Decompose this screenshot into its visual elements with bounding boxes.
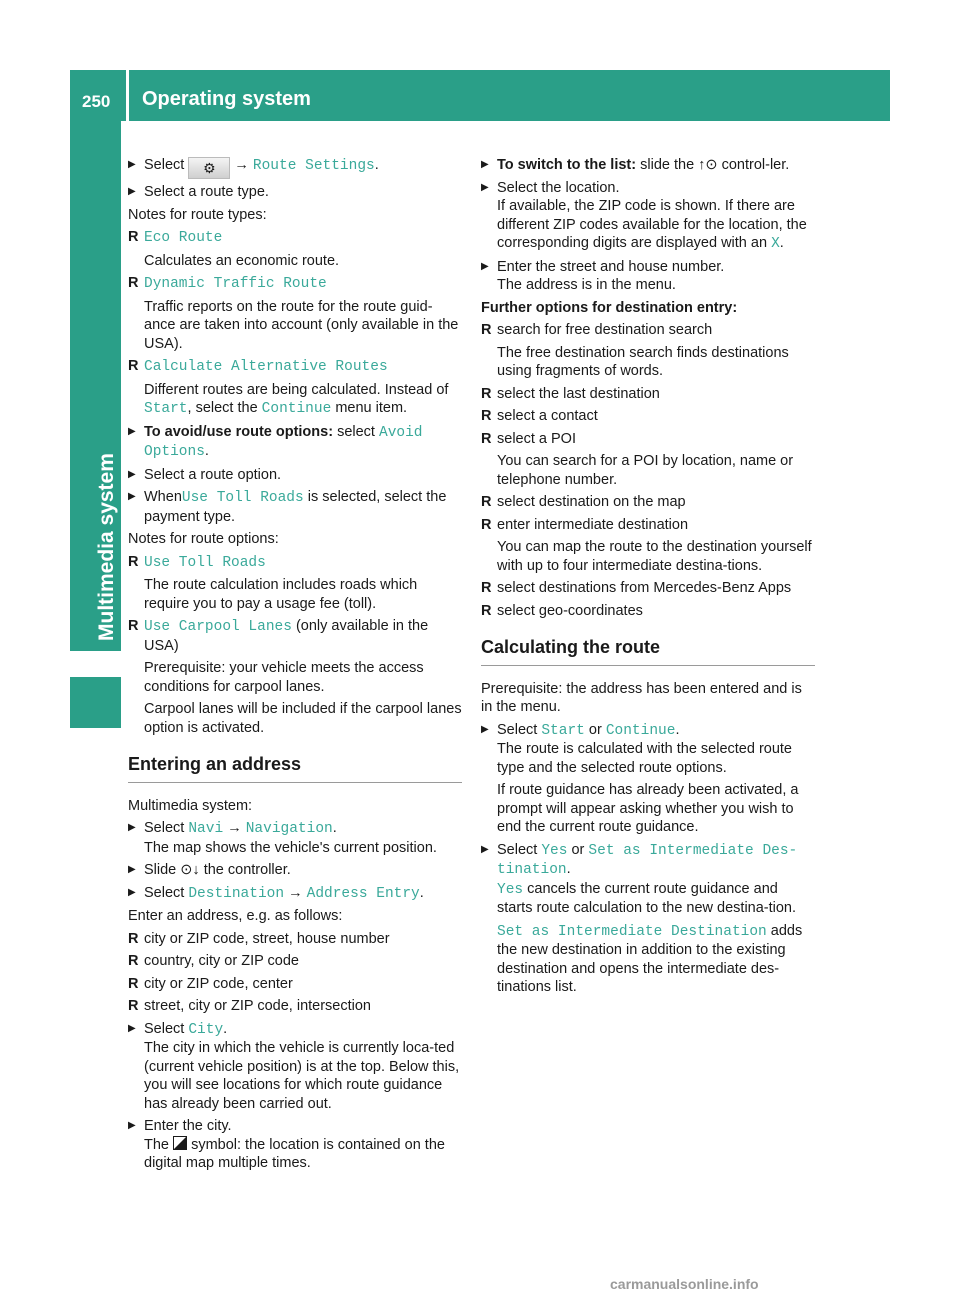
punct: . (374, 157, 379, 173)
bullet: R (128, 953, 139, 969)
step: ▶ Select Navi → Navigation. The map shows the vehicle's current position. (128, 819, 462, 857)
list-item (128, 930, 462, 949)
step-lead: To avoid/use route options: (144, 423, 334, 440)
item-desc: Prerequisite: your vehicle meets the access conditions for carpool lanes. (144, 660, 424, 695)
list-item (128, 228, 462, 248)
text: Select (144, 820, 185, 836)
bullet: R (128, 618, 139, 634)
notes-heading: Notes for route types: (128, 206, 267, 223)
text: The route is calculated with the selected route type and the selected route options. (497, 741, 792, 776)
text: city or ZIP code, street, house number (144, 930, 390, 947)
menu-destination: Destination (188, 885, 285, 902)
section-title: Operating system (142, 88, 311, 110)
menu-start: Start (541, 722, 585, 739)
menu-start: Start (144, 401, 188, 417)
bullet: R (481, 516, 492, 533)
text: or (588, 721, 602, 738)
step: ▶ Select the location. If available, the ZIP code is shown. If there are different ZIP codes available for the location, the corresponding digits are displayed with an X. (481, 179, 815, 254)
bullet: R (481, 580, 492, 596)
bullet: R (481, 494, 492, 510)
section-heading: Calculating the route (481, 638, 815, 666)
text: cancels the current route guidance and starts route calculation to the new destina-tion. (497, 880, 797, 916)
arrow-glyph: → (227, 820, 242, 836)
step (128, 1117, 462, 1173)
step: ▶ Select Start or Continue. The route is calculated with the selected route type and the selected route options. (481, 721, 815, 778)
step (481, 258, 815, 295)
text: select the last destination (497, 385, 660, 402)
step: ▶ Select Destination → Address Entry. (128, 884, 462, 904)
chapter-sidebar (70, 121, 121, 651)
list-item (128, 952, 462, 971)
text: Enter the street and house number. (497, 258, 725, 275)
menu-navigation: Navigation (245, 821, 333, 837)
item-desc: You can map the route to the destination yourself with up to four intermediate destina-tions. (497, 539, 812, 574)
menu-route-settings: Route Settings (252, 158, 375, 174)
bullet: R (128, 358, 139, 374)
page-number: 250 (82, 92, 111, 111)
list-item (128, 617, 462, 655)
bullet: R (481, 385, 492, 402)
notes-heading: Notes for route options: (128, 531, 279, 547)
step: ▶ To avoid/use route options: select Avoid Options. (128, 423, 462, 462)
paragraph: Enter an address, e.g. as follows: (128, 908, 343, 924)
menu-city: City (188, 1021, 224, 1038)
sidebar-gap (70, 651, 121, 677)
text: The (144, 1136, 169, 1153)
arrow-glyph: → (234, 157, 249, 173)
text: If available, the ZIP code is shown. If there are different ZIP codes available for the location, the corresponding digits are displayed with an (497, 198, 807, 251)
menu-use-toll-roads: Use Toll Roads (144, 554, 266, 571)
menu-use-toll-roads: Use Toll Roads (181, 490, 304, 506)
list-item (128, 553, 462, 573)
text: Select (144, 884, 185, 901)
menu-continue: Continue (261, 401, 332, 417)
list-item (481, 321, 815, 340)
menu-set-as-intermediate-destination: Set as Intermediate Destination (497, 923, 767, 940)
text: symbol: the location is contained on the digital map multiple times. (144, 1136, 445, 1171)
list-item (128, 975, 462, 994)
text: The map shows the vehicle's current position. (144, 839, 437, 856)
controller-slide-down-icon: ⊙↓ (180, 862, 200, 878)
bullet: R (128, 275, 139, 291)
item-desc: Calculates an economic route. (144, 252, 340, 269)
menu-x: X (771, 236, 780, 252)
text: city or ZIP code, center (144, 975, 293, 992)
list-item (481, 493, 815, 512)
item-desc (128, 381, 462, 419)
step (481, 156, 815, 175)
list-item (481, 430, 815, 449)
text: , select the (187, 400, 258, 416)
item-desc: You can search for a POI by location, name or telephone number. (497, 453, 794, 488)
menu-dynamic-traffic-route: Dynamic Traffic Route (144, 276, 327, 292)
text: Select the location. (497, 179, 620, 196)
text: the controller. (203, 862, 291, 878)
item-desc: If route guidance has already been activated, a prompt will appear asking whether you wish to end the current route guidance. (497, 782, 799, 835)
menu-calculate-alternative-routes: Calculate Alternative Routes (144, 359, 388, 375)
text: enter intermediate destination (497, 516, 689, 533)
list-item (128, 274, 462, 294)
list-item (481, 407, 815, 426)
menu-navi: Navi (188, 821, 224, 837)
list-item (128, 357, 462, 377)
step (128, 488, 462, 526)
bullet: R (481, 602, 492, 619)
settings-icon: ⚙ (188, 157, 230, 179)
menu-continue: Continue (605, 722, 676, 739)
step-lead: To switch to the list: (497, 157, 637, 173)
text: or (571, 841, 585, 858)
text: search for free destination search (497, 322, 713, 338)
text: slide the ↑⊙ control-ler. (640, 157, 790, 173)
text: adds the new destination in addition to the existing destination and opens the intermediate des-tinations list. (497, 922, 803, 995)
item-desc: The free destination search finds destinations using fragments of words. (497, 344, 789, 379)
menu-set-as-intermediate-destination: Set as Intermediate Des‐tination (497, 842, 798, 878)
text: The city in which the vehicle is currently loca-ted (current vehicle position) is at the top. Below this, you will see locations for which route guidance has already been carried out. (144, 1040, 460, 1112)
bullet: R (481, 408, 492, 424)
menu-avoid-options: Avoid Options (144, 424, 423, 460)
item-desc: The route calculation includes roads which require you to pay a usage fee (toll). (144, 577, 418, 612)
menu-address-entry: Address Entry (306, 885, 420, 902)
text: Enter the city. (144, 1118, 232, 1134)
text: When (144, 489, 182, 505)
step: ▶ Select City. The city in which the vehicle is currently loca-ted (current vehicle position) is at the top. Below this, you will see locations for which route guidance has already been carried out. (128, 1020, 462, 1114)
item-desc (481, 922, 815, 997)
item-desc: Carpool lanes will be included if the carpool lanes option is activated. (144, 701, 462, 736)
text: select (337, 423, 375, 440)
chapter-label: Multimedia system (95, 453, 118, 641)
paragraph: Multimedia system: (128, 797, 253, 814)
text: street, city or ZIP code, intersection (144, 998, 371, 1014)
bullet: R (128, 930, 139, 947)
step-text: Select (144, 157, 185, 173)
chapter-marker (70, 677, 121, 728)
list-item (481, 579, 815, 598)
left-column (128, 156, 462, 1177)
text: (only available in the USA) (144, 618, 429, 654)
text: select destination on the map (497, 494, 686, 510)
text: select destinations from Mercedes-Benz Apps (497, 580, 792, 596)
watermark: carmanualsonline.info (610, 1276, 759, 1292)
right-column (481, 156, 815, 1001)
text: select a contact (497, 408, 598, 424)
bullet: R (481, 322, 492, 338)
page-header (70, 70, 890, 121)
header-divider (126, 70, 129, 121)
bullet: R (128, 229, 139, 245)
subheading: Further options for destination entry: (481, 299, 738, 316)
step: ▶ Select Yes or Set as Intermediate Des‐tination. Yes cancels the current route guidance and starts route calculation to the new destina-tion. (481, 841, 815, 918)
text: menu item. (335, 400, 408, 416)
bullet: R (128, 975, 139, 992)
menu-use-carpool-lanes: Use Carpool Lanes (144, 619, 292, 635)
multiple-locations-icon (173, 1136, 187, 1150)
text: Select (144, 1020, 185, 1037)
text: Select (497, 841, 538, 858)
section-heading: Entering an address (128, 755, 462, 783)
step: ▶ Select a route option. (128, 466, 462, 485)
step: ▶ Select a route type. (128, 183, 462, 202)
text: Select (497, 721, 538, 738)
bullet: R (481, 430, 492, 447)
text: Slide (144, 862, 177, 878)
item-desc: Traffic reports on the route for the route guid-ance are taken into account (only available in the USA). (144, 298, 459, 352)
step (128, 861, 462, 880)
arrow-glyph: → (288, 884, 303, 901)
text: select a POI (497, 430, 576, 447)
text: Different routes are being calculated. Instead of (144, 381, 449, 398)
text: The address is in the menu. (497, 277, 676, 293)
menu-yes: Yes (541, 842, 568, 859)
text: country, city or ZIP code (144, 953, 299, 969)
menu-yes: Yes (497, 881, 524, 898)
text: is selected, select the payment type. (144, 489, 447, 525)
step (128, 156, 462, 179)
menu-eco-route: Eco Route (144, 230, 223, 246)
list-item (128, 997, 462, 1016)
list-item (481, 385, 815, 404)
list-item (481, 602, 815, 621)
paragraph: Prerequisite: the address has been entered and is in the menu. (481, 680, 802, 715)
list-item (481, 516, 815, 535)
text: select geo-coordinates (497, 602, 643, 619)
bullet: R (128, 998, 139, 1014)
bullet: R (128, 553, 139, 570)
